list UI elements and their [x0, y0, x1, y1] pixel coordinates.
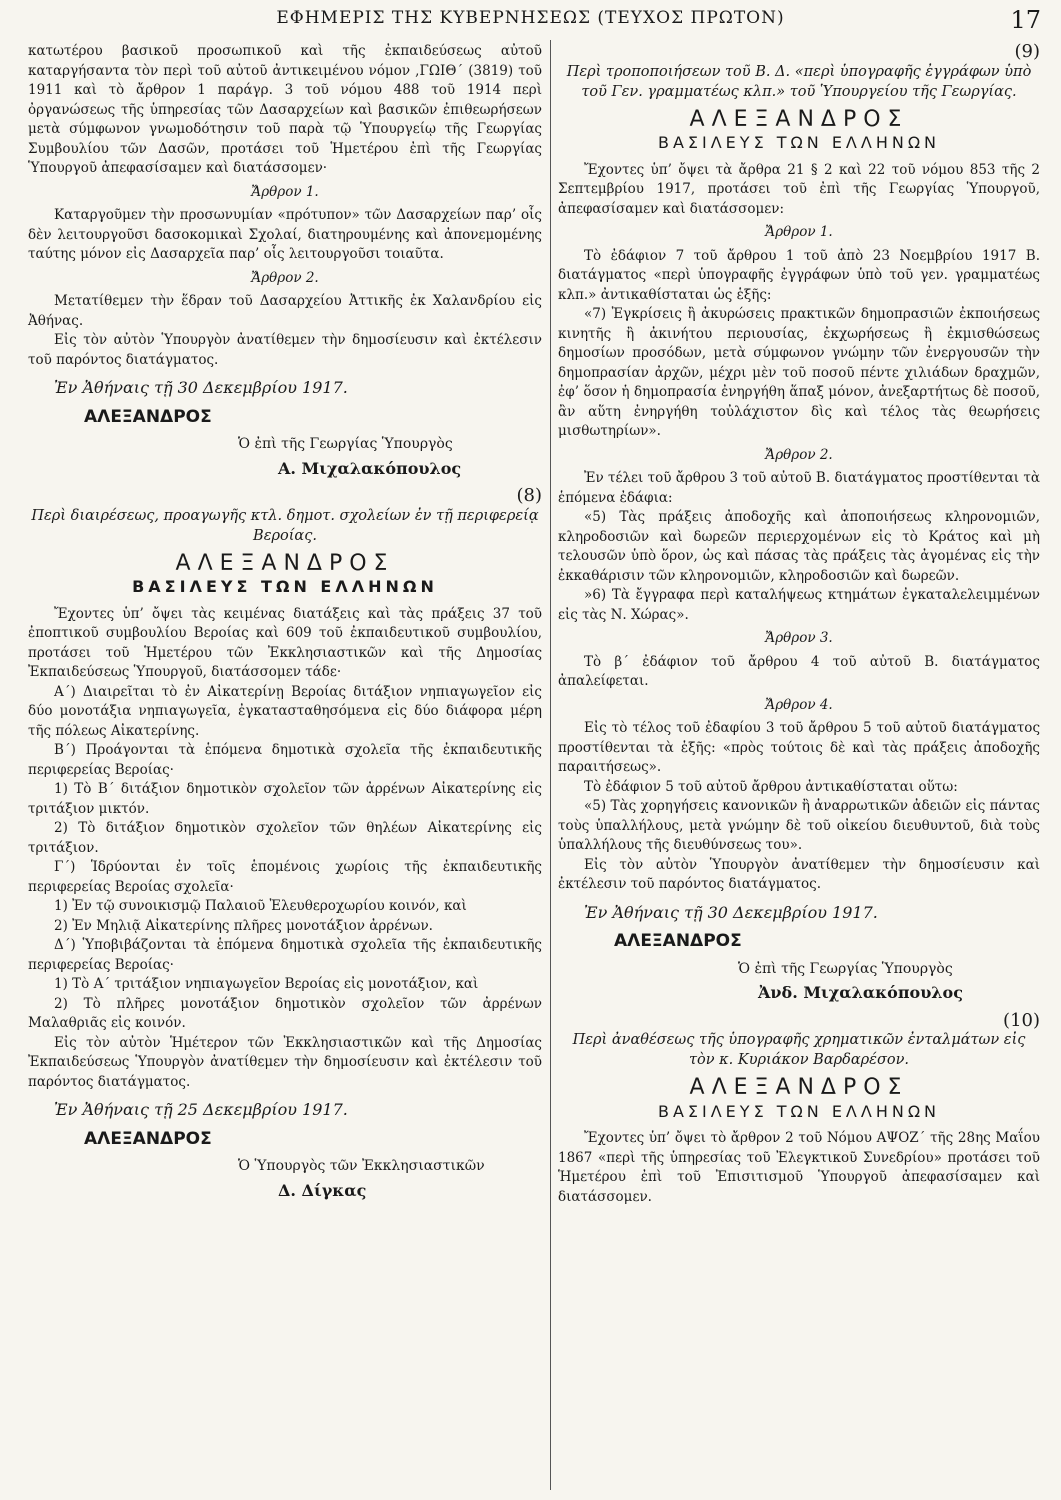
- decree7-date: Ἐν Ἀθήναις τῇ 30 Δεκεμβρίου 1917.: [54, 378, 348, 397]
- decree10-intro: Ἔχοντες ὑπ’ ὄψει τὸ ἄρθρον 2 τοῦ Νόμου ΑΨΟΖ΄ τῆς 28ης Μαΐου 1867 «περὶ τῆς ὑπηρεσίας τοῦ Ἐλεγκτικοῦ Συνεδρίου» προτάσει τοῦ Ἡμετέρου ἐπὶ τοῦ Ἐπισιτισμοῦ Ὑπουργοῦ ἀπεφασίσαμεν καὶ διατάσσομεν.: [558, 1130, 1040, 1205]
- decree8-clause-c1: 1) Ἐν τῷ συνοικισμῷ Παλαιοῦ Ἐλευθεροχωρίου κοινόν, καὶ: [54, 898, 467, 914]
- decree9-article-4-p2: Τὸ ἐδάφιον 5 τοῦ αὐτοῦ ἄρθρου ἀντικαθίσταται οὕτω:: [584, 778, 958, 795]
- decree10-royal-name: ΑΛΕΞΑΝΔΡΟΣ: [689, 1075, 909, 1100]
- decree8-minister-role: Ὁ Ὑπουργὸς τῶν Ἐκκλησιαστικῶν: [238, 1158, 485, 1174]
- decree9-article-4-p3: «5) Τὰς χορηγήσεις κανονικῶν ἢ ἀναρρωτικῶν ἀδειῶν εἰς πάντας τοὺς ὑπαλλήλους, μετὰ γνώμην δὲ τοῦ οἰκείου διευθυντοῦ, διὰ τοὺς ὑπαλλήλους τῆς διευθύνσεως του».: [558, 798, 1040, 853]
- decree9-number: (9): [1014, 41, 1040, 62]
- article-1-heading: Ἄρθρον 1.: [251, 183, 319, 200]
- decree7-sovereign: ΑΛΕΞΑΝΔΡΟΣ: [84, 406, 212, 427]
- decree9-intro: Ἔχοντες ὑπ’ ὄψει τὰ ἄρθρα 21 § 2 καὶ 22 τοῦ νόμου 853 τῆς 2 Σεπτεμβρίου 1917, προτάσει τοῦ ἐπὶ τῆς Γεωργίας Ὑπουργοῦ, ἀπεφασίσαμεν καὶ διατάσσομεν:: [558, 161, 1040, 217]
- decree9-article-2-heading: Ἄρθρον 2.: [765, 446, 833, 463]
- decree9-article-3-heading: Ἄρθρον 3.: [765, 630, 833, 646]
- decree9-minister-role: Ὁ ἐπὶ τῆς Γεωργίας Ὑπουργὸς: [738, 960, 953, 977]
- decree9-article-3-text: Τὸ β΄ ἐδάφιον τοῦ ἄρθρου 4 τοῦ αὐτοῦ Β. διατάγματος ἀπαλείφεται.: [558, 653, 1040, 689]
- article-1-text: Καταργοῦμεν τὴν προσωνυμίαν «πρότυπον» τῶν Δασαρχείων παρ’ οἷς δὲν λειτουργοῦσι δασοκομικαὶ Σχολαί, διατηρουμένης καὶ ἀπονεμομένης ταύτης μόνον εἰς Δασαρχεῖα παρ’ οἷς λειτουργοῦσι τοιαῦτα.: [28, 207, 542, 262]
- decree9-article-2-quote5: «5) Τὰς πράξεις ἀποδοχῆς καὶ ἀποποιήσεως κληρονομιῶν, κληροδοσιῶν καὶ δωρεῶν περιερχομένων εἰς τὸ Κράτος καὶ μὴ τελουσῶν ὑπὸ ὅρον, ὡς καὶ πάσας τὰς πράξεις τὰς ἀγομένας εἰς τὴν ἐκκαθάρισιν τῶν κληρονομιῶν, κληροδοσιῶν καὶ δωρεῶν.: [558, 509, 1040, 584]
- decree9-article-4-heading: Ἄρθρον 4.: [765, 696, 833, 713]
- decree8-execution: Εἰς τὸν αὐτὸν Ἡμέτερον τῶν Ἐκκλησιαστικῶν καὶ τῆς Δημοσίας Ἐκπαιδεύσεως Ὑπουργὸν ἀνατίθεμεν τὴν δημοσίευσιν καὶ ἐκτέλεσιν τοῦ παρόντος διατάγματος.: [28, 1034, 542, 1090]
- decree8-clause-d: Δ΄) Ὑποβιβάζονται τὰ ἑπόμενα δημοτικὰ σχολεῖα τῆς ἐκπαιδευτικῆς περιφερείας Βεροίας·: [28, 937, 542, 973]
- decree8-sovereign: ΑΛΕΞΑΝΔΡΟΣ: [84, 1128, 212, 1149]
- decree9-minister-name: Ἀνδ. Μιχαλακόπουλος: [758, 983, 963, 1002]
- article-2-text: Μετατίθεμεν τὴν ἕδραν τοῦ Δασαρχείου Ἀττικῆς ἐκ Χαλανδρίου εἰς Ἀθήνας.: [28, 293, 542, 329]
- execution-clause: Εἰς τὸν αὐτὸν Ὑπουργὸν ἀνατίθεμεν τὴν δημοσίευσιν καὶ ἐκτέλεσιν τοῦ παρόντος διατάγματος.: [28, 332, 542, 368]
- decree9-article-4-p1: Εἰς τὸ τέλος τοῦ ἐδαφίου 3 τοῦ ἄρθρου 5 τοῦ αὐτοῦ διατάγματος προστίθενται τὰ ἑξῆς: «πρὸς τούτοις δὲ καὶ τὰς πράξεις ἀποδοχῆς παραιτήσεως».: [558, 720, 1040, 775]
- decree8-date: Ἐν Ἀθήναις τῇ 25 Δεκεμβρίου 1917.: [54, 1100, 348, 1119]
- decree9-article-1-quote: «7) Ἐγκρίσεις ἢ ἀκυρώσεις πρακτικῶν δημοπρασιῶν ἐκποιήσεως κινητῆς ἢ ἀκινήτου περιουσίας, ἐκχωρήσεως ἢ ἐκμισθώσεως δημοσίων προσόδων, μετὰ σύμφωνον γνώμην τῶν ἐνεργουσῶν τὴν δημοπρασίαν ἀρχῶν, μέχρι μὲν τοῦ ποσοῦ πέντε χιλιάδων δραχμῶν, ἐφ’ ὅσον ἡ δημοπρασία ἐνηργήθη ἅπαξ μόνον, ἀνεξαρτήτως δὲ ποσοῦ, ἂν αὕτη ἐνηργήθη τοὐλάχιστον δὶς καὶ τέλος τὰς θεωρήσεις μισθωτηρίων».: [558, 306, 1040, 439]
- decree8-clause-d1: 1) Τὸ Α΄ τριτάξιον νηπιαγωγεῖον Βεροίας εἰς μονοτάξιον, καὶ: [54, 976, 479, 992]
- decree8-clause-d2: 2) Τὸ πλῆρες μονοτάξιον δημοτικὸν σχολεῖον τῶν ἀρρένων Μαλαθριᾶς εἰς κοινόν.: [28, 995, 542, 1031]
- decree9-execution: Εἰς τὸν αὐτὸν Ὑπουργὸν ἀνατίθεμεν τὴν δημοσίευσιν καὶ ἐκτέλεσιν τοῦ παρόντος διατάγματος.: [558, 856, 1040, 892]
- decree9-king-title: ΒΑΣΙΛΕΥΣ ΤΩΝ ΕΛΛΗΝΩΝ: [657, 133, 941, 152]
- decree7-minister-role: Ὁ ἐπὶ τῆς Γεωργίας Ὑπουργὸς: [238, 436, 453, 452]
- page-number: 17: [1010, 6, 1041, 34]
- decree9-title: Περὶ τροποποιήσεων τοῦ Β. Δ. «περὶ ὑπογραφῆς ἐγγράφων ὑπὸ τοῦ Γεν. γραμματέως κλπ.» τοῦ Ὑπουργείου τῆς Γεωργίας.: [566, 63, 1032, 100]
- column-divider: [550, 40, 551, 1490]
- decree9-date: Ἐν Ἀθήναις τῇ 30 Δεκεμβρίου 1917.: [584, 902, 878, 922]
- decree9-article-1-heading: Ἄρθρον 1.: [765, 224, 833, 240]
- decree7-intro: κατωτέρου βασικοῦ προσωπικοῦ καὶ τῆς ἐκπαιδεύσεως αὐτοῦ καταργήσαντα τὸν περὶ τοῦ αὐτοῦ ἀντικειμένου νόμον ,ΓΩΙΘ΄ (3819) τοῦ 1911 καὶ τὸ ἄρθρον 1 παράγρ. 3 τοῦ νόμου 488 τοῦ 1914 περὶ ὀργανώσεως τῆς ὑπηρεσίας τῶν Δασαρχείων καὶ βασικῶν ἐπιθεωρήσεων μετὰ σύμφωνον γνωμοδότησιν τοῦ παρὰ τῷ Ὑπουργείῳ τῆς Γεωργίας Συμβουλίου τῶν Δασῶν, προτάσει τοῦ Ἡμετέρου ἐπὶ τῆς Γεωργίας Ὑπουργοῦ ἀπεφασίσαμεν καὶ διατάσσομεν·: [28, 43, 542, 176]
- page-header: [0, 6, 1061, 36]
- decree8-king-title: ΒΑΣΙΛΕΥΣ ΤΩΝ ΕΛΛΗΝΩΝ: [132, 577, 438, 596]
- decree8-clause-a: Α΄) Διαιρεῖται τὸ ἐν Αἰκατερίνῃ Βεροίας διτάξιον νηπιαγωγεῖον εἰς δύο μονοτάξια νηπιαγωγεῖα, ἐγκατασταθησόμενα εἰς δύο διάφορα μέρη τῆς πόλεως Αἰκατερίνης.: [28, 683, 542, 739]
- decree8-clause-c2: 2) Ἐν Μηλιᾷ Αἰκατερίνης πλῆρες μονοτάξιον ἀρρένων.: [54, 917, 433, 934]
- decree8-clause-b1: 1) Τὸ Β΄ διτάξιον δημοτικὸν σχολεῖον τῶν ἀρρένων Αἰκατερίνης εἰς τριτάξιον μικτόν.: [28, 781, 542, 817]
- decree8-title: Περὶ διαιρέσεως, προαγωγῆς κτλ. δημοτ. σχολείων ἐν τῇ περιφερείᾳ Βεροίας.: [31, 507, 539, 544]
- decree9-article-1-text: Τὸ ἐδάφιον 7 τοῦ ἄρθρου 1 τοῦ ἀπὸ 23 Νοεμβρίου 1917 Β. διατάγματος «περὶ ὑπογραφῆς ἐγγράφων ὑπὸ τοῦ γεν. γραμματέως κλπ.» ἀντικαθίσταται ὡς ἑξῆς:: [558, 247, 1040, 303]
- decree8-clause-c: Γ΄) Ἱδρύονται ἐν τοῖς ἑπομένοις χωρίοις τῆς ἐκπαιδευτικῆς περιφερείας Βεροίας σχολεῖα·: [28, 859, 542, 895]
- left-column: [28, 42, 542, 1200]
- decree8-clause-b: Β΄) Προάγονται τὰ ἑπόμενα δημοτικὰ σχολεῖα τῆς ἐκπαιδευτικῆς περιφερείας Βεροίας·: [28, 742, 542, 778]
- decree8-number: (8): [516, 485, 542, 506]
- decree9-article-2-text: Ἐν τέλει τοῦ ἄρθρου 3 τοῦ αὐτοῦ Β. διατάγματος προστίθενται τὰ ἑπόμενα ἐδάφια:: [558, 470, 1040, 506]
- right-column: [558, 42, 1040, 1207]
- decree10-king-title: ΒΑΣΙΛΕΥΣ ΤΩΝ ΕΛΛΗΝΩΝ: [657, 1101, 941, 1121]
- decree10-title: Περὶ ἀναθέσεως τῆς ὑπογραφῆς χρηματικῶν ἐνταλμάτων εἰς τὸν κ. Κυριάκον Βαρδαρέσον.: [572, 1032, 1026, 1068]
- article-2-heading: Ἄρθρον 2.: [251, 269, 319, 286]
- decree10-number: (10): [1003, 1009, 1040, 1031]
- decree8-minister-name: Δ. Δίγκας: [278, 1180, 367, 1200]
- gazette-title: ΕΦΗΜΕΡΙΣ ΤΗΣ ΚΥΒΕΡΝΗΣΕΩΣ (ΤΕΥΧΟΣ ΠΡΩΤΟΝ): [276, 8, 785, 28]
- decree9-royal-name: ΑΛΕΞΑΝΔΡΟΣ: [689, 106, 909, 132]
- decree9-sovereign: ΑΛΕΞΑΝΔΡΟΣ: [614, 931, 742, 951]
- decree9-article-2-quote6: »6) Τὰ ἔγγραφα περὶ καταλήψεως κτημάτων ἐγκαταλελειμμένων εἰς τὰς Ν. Χώρας».: [558, 587, 1040, 623]
- decree8-royal-name: ΑΛΕΞΑΝΔΡΟΣ: [175, 550, 395, 576]
- decree7-minister-name: Α. Μιχαλακόπουλος: [278, 458, 462, 478]
- decree8-clause-b2: 2) Τὸ διτάξιον δημοτικὸν σχολεῖον τῶν θηλέων Αἰκατερίνης εἰς τριτάξιον.: [28, 820, 542, 856]
- decree8-intro: Ἔχοντες ὑπ’ ὄψει τὰς κειμένας διατάξεις καὶ τὰς πράξεις 37 τοῦ ἐποπτικοῦ συμβουλίου Βεροίας καὶ 609 τοῦ ἐκπαιδευτικοῦ συμβουλίου, προτάσει τοῦ Ἡμετέρου τῶν Ἐκκλησιαστικῶν καὶ τῆς Δημοσίας Ἐκπαιδεύσεως Ὑπουργοῦ, διατάσσομεν τάδε·: [28, 605, 542, 680]
